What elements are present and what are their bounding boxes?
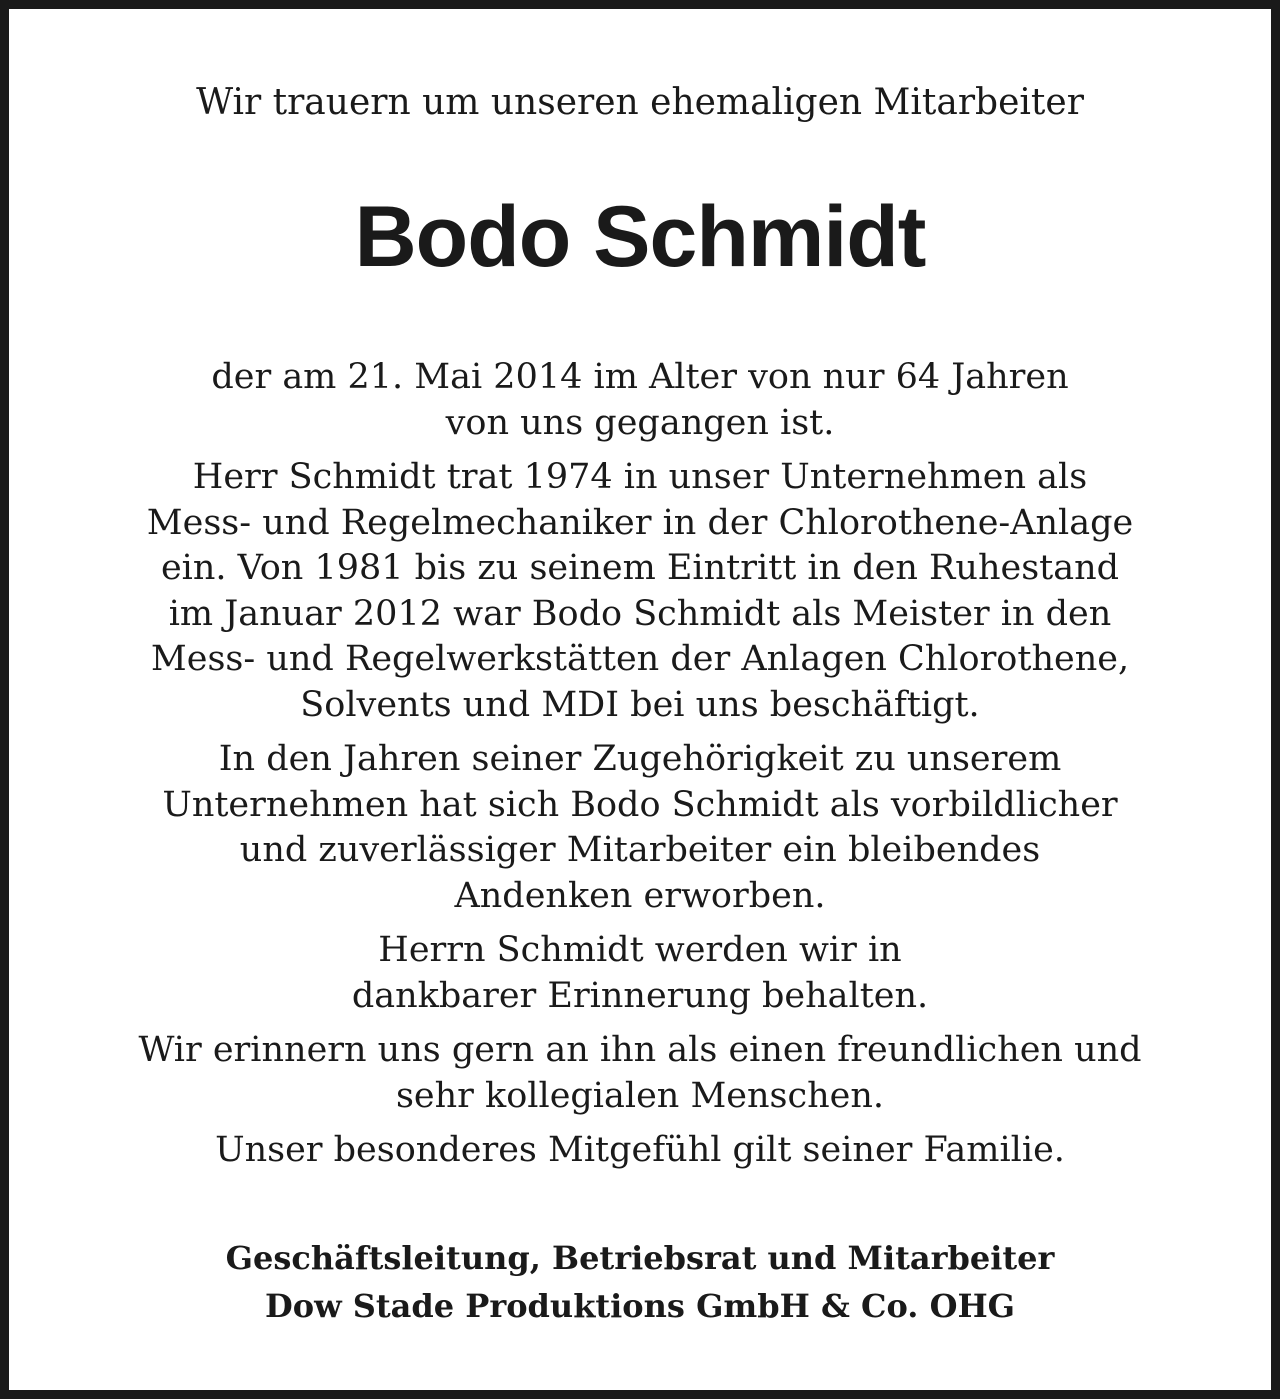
paragraph-tribute: In den Jahren seiner Zugehörigkeit zu unserem Unternehmen hat sich Bodo Schmidt als vorbildlicher und zuverlässiger Mitarbeiter ein bleibendes Andenken erworben.: [162, 739, 1118, 916]
paragraph-death-date: der am 21. Mai 2014 im Alter von nur 64 Jahren von uns gegangen ist.: [211, 357, 1069, 443]
signature-line-groups: Geschäftsleitung, Betriebsrat und Mitarbeiter: [225, 1239, 1055, 1277]
notice-body: [9, 355, 1271, 1183]
signature-line-company: Dow Stade Produktions GmbH & Co. OHG: [265, 1287, 1015, 1325]
paragraph-career: Herr Schmidt trat 1974 in unser Unternehmen als Mess- und Regelmechaniker in der Chlorothene-Anlage ein. Von 1981 bis zu seinem Eintritt in den Ruhestand im Januar 2012 war Bodo Schmidt als Meister in den Mess- und Regelwerkstätten der Anlagen Chlorothene, Solvents und MDI bei uns beschäftigt.: [146, 457, 1134, 725]
intro-line: Wir trauern um unseren ehemaligen Mitarbeiter: [196, 82, 1084, 123]
signature-block: [9, 1234, 1271, 1330]
paragraph-condolence: Unser besonderes Mitgefühl gilt seiner Familie.: [215, 1130, 1065, 1170]
paragraph-character: Wir erinnern uns gern an ihn als einen freundlichen und sehr kollegialen Menschen.: [138, 1030, 1142, 1116]
paragraph-remembrance: Herrn Schmidt werden wir in dankbarer Erinnerung behalten.: [351, 930, 929, 1016]
deceased-name: Bodo Schmidt: [354, 189, 926, 285]
